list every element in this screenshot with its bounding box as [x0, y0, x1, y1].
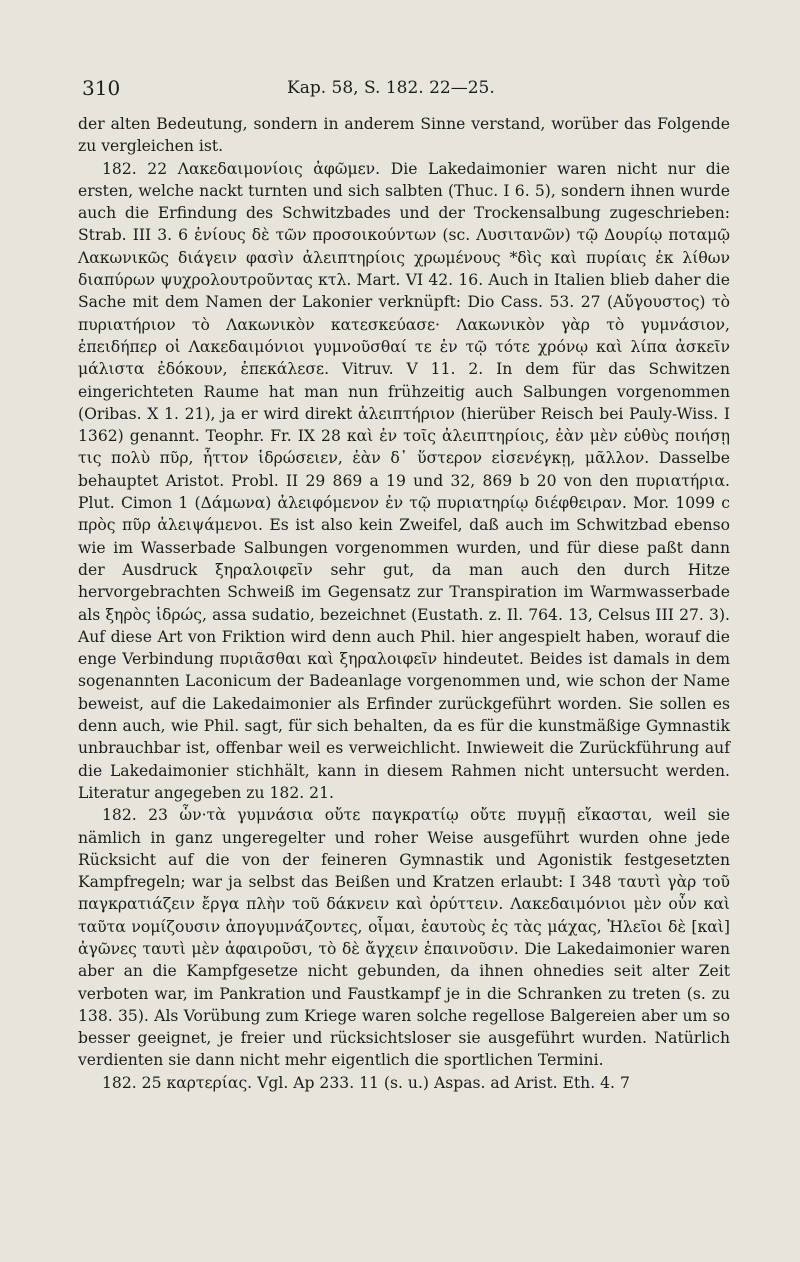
- paragraph: 182. 25 καρτερίας. Vgl. Ap 233. 11 (s. u.) Aspas. ad Arist. Eth. 4. 7: [102, 1073, 630, 1092]
- paragraph: 182. 23 ὧν·τὰ γυμνάσια οὔτε παγκρατίῳ οὔτε πυγμῇ εἴκασται, weil sie nämlich in ganz ungeregelter und roher Weise ausgeführt wurden ohne jede Rücksicht auf die von der feineren Gymnastik und Agonistik festgesetzten Kampfregeln; war ja selbst das Beißen und Kratzen erlaubt: I 348 ταυτὶ γὰρ τοῦ παγκρατιάζειν ἔργα πλὴν τοῦ δάκνειν καὶ ὀρύττειν. Λακεδαιμόνιοι μὲν οὖν καὶ ταῦτα νομίζουσιν ἀπογυμνάζοντες, οἶμαι, ἑαυτοὺς ἐς τὰς μάχας, Ἠλεῖοι δὲ [καὶ] ἀγῶνες ταυτὶ μὲν ἀφαιροῦσι, τὸ δὲ ἄγχειν ἐπαινοῦσιν. Die Lakedaimonier waren aber an die Kampfgesetze nicht gebunden, da ihnen ohnedies seit alter Zeit verboten war, im Pankration und Faustkampf je in die Schranken zu treten (s. zu 138. 35). Als Vorübung zum Kriege waren solche regellose Balgereien aber um so besser geeignet, je freier und rücksichtsloser sie ausgeführt wurden. Natürlich verdienten sie dann nicht mehr eigentlich die sportlichen Termini.: [78, 806, 730, 1070]
- body-text: [78, 113, 730, 1094]
- running-head: Kap. 58, S. 182. 22—25.: [287, 78, 495, 98]
- paragraph: der alten Bedeutung, sondern in anderem Sinne verstand, worüber das Folgende zu vergleichen ist.: [78, 115, 730, 156]
- paragraph: 182. 22 Λακεδαιμονίοις ἀφῶμεν. Die Lakedaimonier waren nicht nur die ersten, welche nackt turnten und sich salbten (Thuc. I 6. 5), sondern ihnen wurde auch die Erfindung des Schwitzbades und der Trockensalbung zugeschrieben: Strab. III 3. 6 ἐνίους δὲ τῶν προσοικούντων (sc. Λυσιτανῶν) τῷ Δουρίῳ ποταμῷ Λακωνικῶς διάγειν φασὶν ἀλειπτηρίοις χρωμένους *δὶς καὶ πυρίαις ἐκ λίθων διαπύρων ψυχρολουτροῦντας κτλ. Mart. VI 42. 16. Auch in Italien blieb daher die Sache mit dem Namen der Lakonier verknüpft: Dio Cass. 53. 27 (Αὔγουστος) τὸ πυριατήριον τὸ Λακωνικὸν κατεσκεύασε· Λακωνικὸν γὰρ τὸ γυμνάσιον, ἐπειδήπερ οἱ Λακεδαιμόνιοι γυμνοῦσθαί τε ἐν τῷ τότε χρόνῳ καὶ λίπα ἀσκεῖν μάλιστα ἐδόκουν, ἐπεκάλεσε. Vitruv. V 11. 2. In dem für das Schwitzen eingerichteten Raume hat man nun frühzeitig auch Salbungen vorgenommen (Oribas. X 1. 21), ja er wird direkt ἀλειπτήριον (hierüber Reisch bei Pauly-Wiss. I 1362) genannt. Teophr. Fr. IX 28 καὶ ἐν τοῖς ἀλειπτηρίοις, ἐὰν μὲν εὐθὺς ποιήσῃ τις πολὺ πῦρ, ἧττον ἱδρώσειεν, ἐὰν δ᾽ ὕστερον εἰσενέγκῃ, μᾶλλον. Dasselbe behauptet Aristot. Probl. II 29 869 a 19 und 32, 869 b 20 von den πυριατήρια. Plut. Cimon 1 (Δάμωνα) ἀλειφόμενον ἐν τῷ πυριατηρίῳ διέφθειραν. Mor. 1099 c πρὸς πῦρ ἀλειψάμενοι. Es ist also kein Zweifel, daß auch im Schwitzbad ebenso wie im Wasserbade Salbungen vorgenommen wurden, und für diese paßt dann der Ausdruck ξηραλοιφεῖν sehr gut, da man auch den durch Hitze hervorgebrachten Schweiß im Gegensatz zur Transpiration im Warmwasserbade als ξηρὸς ἱδρώς, assa sudatio, bezeichnet (Eustath. z. Il. 764. 13, Celsus III 27. 3). Auf diese Art von Friktion wird denn auch Phil. hier angespielt haben, worauf die enge Verbindung πυριᾶσθαι καὶ ξηραλοιφεῖν hindeutet. Beides ist damals in dem sogenannten Laconicum der Badeanlage vorgenommen und, wie schon der Name beweist, auf die Lakedaimonier als Erfinder zurückgeführt worden. Sie sollen es denn auch, wie Phil. sagt, für sich behalten, da es für die kunstmäßige Gymnastik unbrauchbar ist, offenbar weil es verweichlicht. Inwieweit die Zurückführung auf die Lakedaimonier stichhält, kann in diesem Rahmen nicht untersucht werden. Literatur angegeben zu 182. 21.: [78, 159, 730, 802]
- page-number: 310: [82, 76, 121, 100]
